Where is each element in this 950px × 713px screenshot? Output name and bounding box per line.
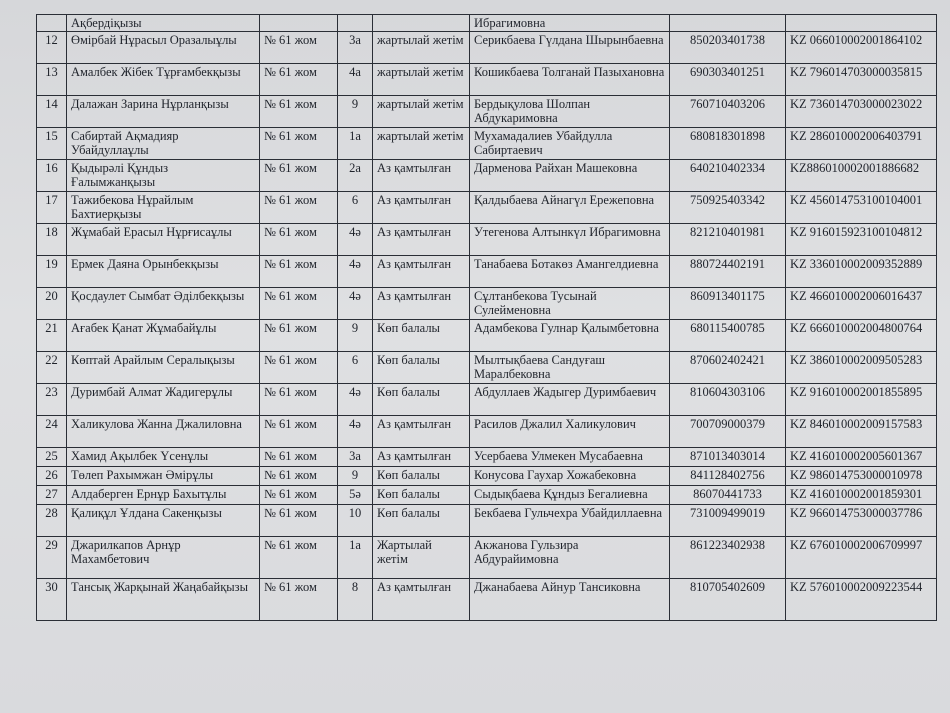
- cell-category: Аз қамтылған: [373, 160, 470, 192]
- cell-no: [37, 15, 67, 32]
- table-row: [37, 64, 937, 96]
- cell-iin: 841128402756: [670, 467, 786, 486]
- table-row: [37, 128, 937, 160]
- cell-no: 21: [37, 320, 67, 352]
- cell-no: 17: [37, 192, 67, 224]
- cell-iin: 821210401981: [670, 224, 786, 256]
- cell-parent: Ибрагимовна: [470, 15, 670, 32]
- cell-parent: Усербаева Улмекен Мусабаевна: [470, 448, 670, 467]
- cell-parent: Мухамадалиев Убайдулла Сабиртаевич: [470, 128, 670, 160]
- cell-grade: 6: [338, 352, 373, 384]
- cell-category: Көп балалы: [373, 320, 470, 352]
- cell-grade: 5ә: [338, 486, 373, 505]
- cell-category: жартылай жетім: [373, 64, 470, 96]
- cell-iin: 680115400785: [670, 320, 786, 352]
- table-row: [37, 384, 937, 416]
- table-row: [37, 224, 937, 256]
- table-row: [37, 467, 937, 486]
- cell-category: Аз қамтылған: [373, 288, 470, 320]
- cell-parent: Қалдыбаева Айнагүл Ережеповна: [470, 192, 670, 224]
- cell-name: Ермек Даяна Орынбекқызы: [67, 256, 260, 288]
- cell-name: Тансық Жарқынай Жаңабайқызы: [67, 579, 260, 621]
- cell-iin: [670, 15, 786, 32]
- cell-parent: Адамбекова Гулнар Қалымбетовна: [470, 320, 670, 352]
- cell-parent: Бекбаева Гульчехра Убайдиллаевна: [470, 505, 670, 537]
- cell-parent: Мылтықбаева Сандуғаш Маралбековна: [470, 352, 670, 384]
- cell-category: Көп балалы: [373, 384, 470, 416]
- cell-grade: 9: [338, 467, 373, 486]
- table-row: [37, 416, 937, 448]
- cell-category: Көп балалы: [373, 467, 470, 486]
- cell-grade: 4ә: [338, 416, 373, 448]
- cell-name: Өмірбай Нұрасыл Оразалыұлы: [67, 32, 260, 64]
- cell-school: № 61 жом: [260, 352, 338, 384]
- cell-parent: Кошикбаева Толганай Пазыхановна: [470, 64, 670, 96]
- cell-grade: 9: [338, 96, 373, 128]
- cell-school: № 61 жом: [260, 192, 338, 224]
- cell-grade: 4ә: [338, 384, 373, 416]
- cell-grade: 2а: [338, 160, 373, 192]
- cell-no: 22: [37, 352, 67, 384]
- cell-name: Сабиртай Ақмадияр Убайдуллаұлы: [67, 128, 260, 160]
- cell-iin: 861223402938: [670, 537, 786, 579]
- cell-account: [786, 15, 937, 32]
- cell-iin: 750925403342: [670, 192, 786, 224]
- cell-grade: 3а: [338, 32, 373, 64]
- cell-grade: 4ә: [338, 288, 373, 320]
- cell-iin: 860913401175: [670, 288, 786, 320]
- cell-name: Тажибекова Нұрайлым Бахтиерқызы: [67, 192, 260, 224]
- cell-account: KZ 386010002009505283: [786, 352, 937, 384]
- cell-school: № 61 жом: [260, 416, 338, 448]
- cell-name: Дуримбай Алмат Жадигерұлы: [67, 384, 260, 416]
- cell-account: KZ 416010002005601367: [786, 448, 937, 467]
- cell-iin: 810705402609: [670, 579, 786, 621]
- cell-school: № 61 жом: [260, 128, 338, 160]
- cell-parent: Дарменова Райхан Машековна: [470, 160, 670, 192]
- cell-category: жартылай жетім: [373, 32, 470, 64]
- table-row: [37, 537, 937, 579]
- cell-no: 18: [37, 224, 67, 256]
- cell-no: 27: [37, 486, 67, 505]
- table-row: [37, 256, 937, 288]
- cell-iin: 731009499019: [670, 505, 786, 537]
- cell-school: № 61 жом: [260, 448, 338, 467]
- cell-no: 26: [37, 467, 67, 486]
- cell-school: № 61 жом: [260, 160, 338, 192]
- cell-account: KZ 456014753100104001: [786, 192, 937, 224]
- cell-iin: 680818301898: [670, 128, 786, 160]
- cell-school: № 61 жом: [260, 256, 338, 288]
- table-body: [37, 15, 937, 621]
- cell-account: KZ 916015923100104812: [786, 224, 937, 256]
- cell-account: KZ 666010002004800764: [786, 320, 937, 352]
- cell-name: Ақбердіқызы: [67, 15, 260, 32]
- cell-school: № 61 жом: [260, 486, 338, 505]
- cell-parent: Сұлтанбекова Тусынай Сулейменовна: [470, 288, 670, 320]
- cell-name: Далажан Зарина Нұрланқызы: [67, 96, 260, 128]
- cell-grade: [338, 15, 373, 32]
- cell-iin: 810604303106: [670, 384, 786, 416]
- table-row: [37, 352, 937, 384]
- cell-no: 13: [37, 64, 67, 96]
- cell-account: KZ 336010002009352889: [786, 256, 937, 288]
- cell-no: 20: [37, 288, 67, 320]
- cell-name: Ағабек Қанат Жұмабайұлы: [67, 320, 260, 352]
- cell-parent: Сыдықбаева Құндыз Бегалиевна: [470, 486, 670, 505]
- cell-grade: 4ә: [338, 224, 373, 256]
- table-row: [37, 320, 937, 352]
- cell-account: KZ 796014703000035815: [786, 64, 937, 96]
- cell-school: [260, 15, 338, 32]
- cell-no: 15: [37, 128, 67, 160]
- cell-account: KZ 576010002009223544: [786, 579, 937, 621]
- cell-category: Аз қамтылған: [373, 224, 470, 256]
- cell-category: Көп балалы: [373, 505, 470, 537]
- cell-school: № 61 жом: [260, 579, 338, 621]
- cell-account: KZ 846010002009157583: [786, 416, 937, 448]
- cell-category: Аз қамтылған: [373, 192, 470, 224]
- cell-school: № 61 жом: [260, 224, 338, 256]
- cell-account: KZ 066010002001864102: [786, 32, 937, 64]
- cell-account: KZ 286010002006403791: [786, 128, 937, 160]
- cell-no: 14: [37, 96, 67, 128]
- cell-school: № 61 жом: [260, 467, 338, 486]
- cell-account: KZ 966014753000037786: [786, 505, 937, 537]
- cell-grade: 8: [338, 579, 373, 621]
- cell-account: KZ 986014753000010978: [786, 467, 937, 486]
- cell-parent: Акжанова Гульзира Абдурайимовна: [470, 537, 670, 579]
- cell-name: Алдаберген Ернұр Бахытұлы: [67, 486, 260, 505]
- cell-no: 16: [37, 160, 67, 192]
- cell-iin: 86070441733: [670, 486, 786, 505]
- cell-name: Көптай Арайлым Сералықызы: [67, 352, 260, 384]
- cell-account: KZ 466010002006016437: [786, 288, 937, 320]
- cell-no: 19: [37, 256, 67, 288]
- table-row: [37, 486, 937, 505]
- cell-no: 24: [37, 416, 67, 448]
- cell-no: 28: [37, 505, 67, 537]
- cell-category: жартылай жетім: [373, 96, 470, 128]
- cell-iin: 850203401738: [670, 32, 786, 64]
- cell-no: 29: [37, 537, 67, 579]
- cell-category: Аз қамтылған: [373, 448, 470, 467]
- cell-grade: 3а: [338, 448, 373, 467]
- cell-parent: Серикбаева Гүлдана Шырынбаевна: [470, 32, 670, 64]
- cell-parent: Бердықулова Шолпан Абдукаримовна: [470, 96, 670, 128]
- cell-school: № 61 жом: [260, 96, 338, 128]
- cell-parent: Расилов Джалил Халикулович: [470, 416, 670, 448]
- cell-iin: 871013403014: [670, 448, 786, 467]
- table-row: [37, 96, 937, 128]
- table-row: [37, 448, 937, 467]
- cell-no: 23: [37, 384, 67, 416]
- cell-account: KZ 916010002001855895: [786, 384, 937, 416]
- cell-category: Көп балалы: [373, 486, 470, 505]
- cell-school: № 61 жом: [260, 64, 338, 96]
- cell-parent: Абдуллаев Жадыгер Дуримбаевич: [470, 384, 670, 416]
- table-row: [37, 160, 937, 192]
- cell-name: Қыдырәлі Құндыз Ғалымжанқызы: [67, 160, 260, 192]
- cell-name: Қалиқұл Ұлдана Сакенқызы: [67, 505, 260, 537]
- table-row: [37, 192, 937, 224]
- table-row: [37, 15, 937, 32]
- cell-account: KZ 676010002006709997: [786, 537, 937, 579]
- table-row: [37, 505, 937, 537]
- cell-name: Төлеп Рахымжан Әмірұлы: [67, 467, 260, 486]
- cell-no: 12: [37, 32, 67, 64]
- cell-school: № 61 жом: [260, 288, 338, 320]
- cell-name: Жұмабай Ерасыл Нұрғисаұлы: [67, 224, 260, 256]
- cell-grade: 1а: [338, 537, 373, 579]
- cell-iin: 870602402421: [670, 352, 786, 384]
- cell-grade: 10: [338, 505, 373, 537]
- cell-parent: Утегенова Алтынкүл Ибрагимовна: [470, 224, 670, 256]
- cell-grade: 4а: [338, 64, 373, 96]
- cell-school: № 61 жом: [260, 537, 338, 579]
- cell-iin: 700709000379: [670, 416, 786, 448]
- cell-parent: Джанабаева Айнур Тансиковна: [470, 579, 670, 621]
- cell-iin: 640210402334: [670, 160, 786, 192]
- cell-school: № 61 жом: [260, 32, 338, 64]
- cell-iin: 760710403206: [670, 96, 786, 128]
- cell-account: KZ886010002001886682: [786, 160, 937, 192]
- cell-name: Қосдаулет Сымбат Әділбекқызы: [67, 288, 260, 320]
- cell-account: KZ 736014703000023022: [786, 96, 937, 128]
- cell-school: № 61 жом: [260, 320, 338, 352]
- cell-name: Джарилкапов Арнұр Махамбетович: [67, 537, 260, 579]
- cell-category: [373, 15, 470, 32]
- table-row: [37, 288, 937, 320]
- cell-iin: 880724402191: [670, 256, 786, 288]
- cell-account: KZ 416010002001859301: [786, 486, 937, 505]
- table-row: [37, 579, 937, 621]
- cell-category: жартылай жетім: [373, 128, 470, 160]
- cell-grade: 6: [338, 192, 373, 224]
- cell-name: Амалбек Жібек Тұрғамбекқызы: [67, 64, 260, 96]
- cell-grade: 9: [338, 320, 373, 352]
- cell-parent: Танабаева Ботакөз Амангелдиевна: [470, 256, 670, 288]
- cell-category: Аз қамтылған: [373, 416, 470, 448]
- cell-grade: 1а: [338, 128, 373, 160]
- cell-category: Аз қамтылған: [373, 579, 470, 621]
- students-table: [36, 14, 937, 621]
- cell-grade: 4ә: [338, 256, 373, 288]
- cell-name: Хамид Ақылбек Үсенұлы: [67, 448, 260, 467]
- cell-category: Көп балалы: [373, 352, 470, 384]
- cell-name: Халикулова Жанна Джалиловна: [67, 416, 260, 448]
- cell-school: № 61 жом: [260, 505, 338, 537]
- cell-no: 25: [37, 448, 67, 467]
- cell-school: № 61 жом: [260, 384, 338, 416]
- table-row: [37, 32, 937, 64]
- cell-iin: 690303401251: [670, 64, 786, 96]
- cell-no: 30: [37, 579, 67, 621]
- cell-parent: Конусова Гаухар Хожабековна: [470, 467, 670, 486]
- cell-category: Жартылай жетім: [373, 537, 470, 579]
- cell-category: Аз қамтылған: [373, 256, 470, 288]
